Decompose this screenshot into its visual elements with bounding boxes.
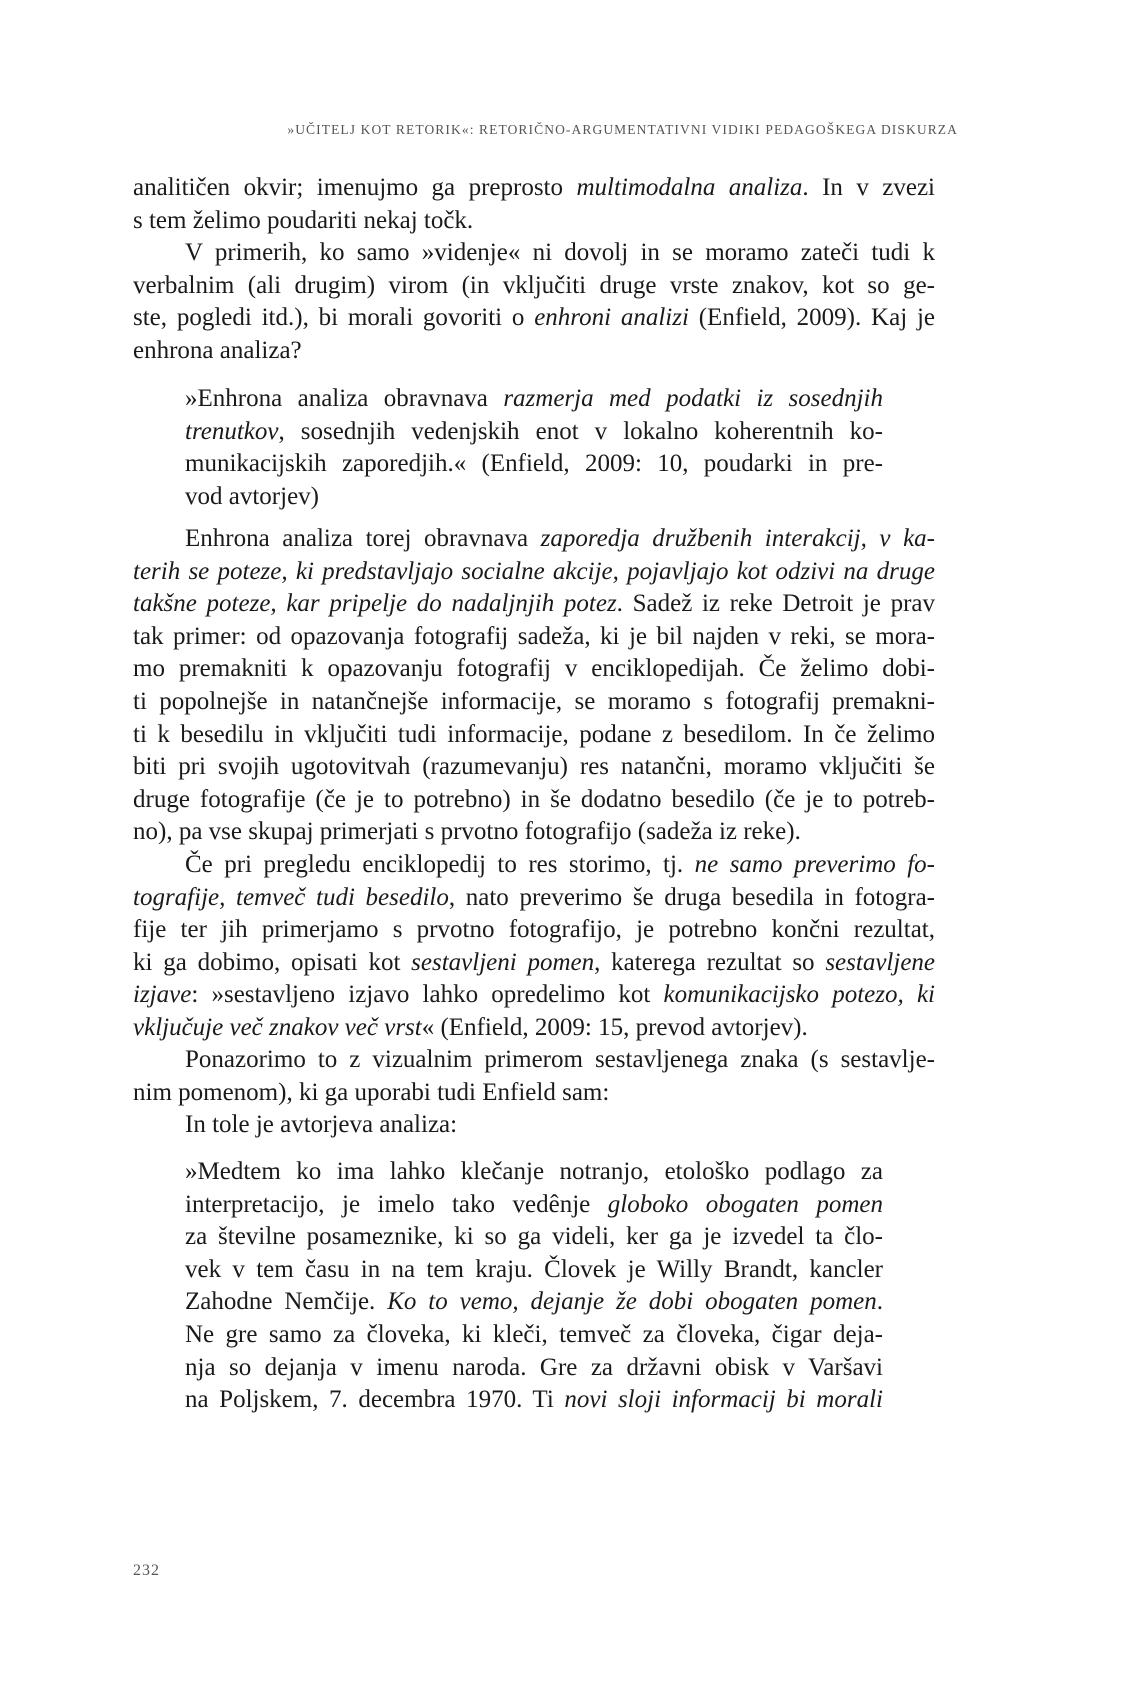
text-segment: ki ga dobimo, opisati kot bbox=[133, 948, 412, 976]
text-line bbox=[133, 1044, 935, 1077]
italic-text: komunikacijsko potezo, ki bbox=[663, 981, 935, 1009]
text-line bbox=[133, 947, 935, 980]
italic-text: sestavljene bbox=[825, 948, 936, 976]
text-line bbox=[185, 1221, 883, 1254]
text-line bbox=[133, 686, 935, 719]
text-line bbox=[133, 1109, 935, 1142]
paragraph bbox=[133, 523, 935, 849]
text-line bbox=[185, 1352, 883, 1385]
italic-text: trenutkov bbox=[185, 417, 279, 445]
text-segment: . Sadež iz reke Detroit je prav bbox=[616, 590, 935, 618]
text-line bbox=[185, 481, 883, 514]
text-line bbox=[133, 172, 935, 205]
text-line bbox=[133, 882, 935, 915]
text-segment: V primerih, ko samo »videnje« ni dovolj in se moramo zateči tudi k bbox=[185, 239, 935, 266]
paragraph bbox=[133, 237, 935, 367]
running-head: »UČITELJ KOT RETORIK«: RETORIČNO-ARGUMENTATIVNI VIDIKI PEDAGOŠKEGA DISKURZA bbox=[287, 122, 958, 137]
text-line bbox=[185, 1319, 883, 1352]
text-segment: na Poljskem, 7. decembra 1970. Ti bbox=[185, 1386, 565, 1414]
text-line bbox=[133, 719, 935, 752]
text-segment: Če pri pregledu enciklopedij to res storimo, tj. bbox=[185, 851, 695, 878]
text-segment: vod avtorjev) bbox=[185, 482, 319, 510]
text-segment: nim pomenom), ki ga uporabi tudi Enfield sam: bbox=[133, 1078, 610, 1106]
page-number: 232 bbox=[133, 1562, 160, 1579]
text-segment: (Enfield, 2009). Kaj je bbox=[688, 304, 935, 332]
text-segment: , nato preverimo še druga besedila in fotogra- bbox=[448, 883, 935, 911]
text-segment: vek v tem času in na tem kraju. Človek je Willy Brandt, kancler bbox=[185, 1255, 883, 1283]
text-segment: nja so dejanja v imenu naroda. Gre za državni obisk v Varšavi bbox=[185, 1353, 883, 1381]
text-line bbox=[133, 523, 935, 556]
text-line bbox=[133, 751, 935, 784]
text-segment: »Medtem ko ima lahko klečanje notranjo, etološko podlago za bbox=[185, 1158, 883, 1185]
text-segment: mo premakniti k opazovanju fotografij v enciklopedijah. Če želimo dobi- bbox=[133, 655, 935, 683]
italic-text: tografije, temveč tudi besedilo bbox=[133, 883, 449, 911]
text-line bbox=[185, 1189, 883, 1222]
paragraph bbox=[133, 849, 935, 1045]
italic-text: ne samo preverimo fo- bbox=[694, 851, 935, 878]
text-segment: verbalnim (ali drugim) virom (in vključiti druge vrste znakov, kot so ge- bbox=[133, 271, 935, 299]
italic-text: takšne poteze, kar pripelje do nadaljnjih potez bbox=[133, 590, 617, 618]
text-segment: ste, pogledi itd.), bi morali govoriti o bbox=[133, 304, 535, 332]
italic-text: terih se poteze, ki predstavljajo socialne akcije, pojavljajo kot odzivi na druge bbox=[133, 557, 935, 585]
text-line bbox=[133, 1077, 935, 1110]
text-line bbox=[185, 416, 883, 449]
italic-text: sestavljeni pomen bbox=[411, 948, 595, 976]
text-line bbox=[133, 556, 935, 589]
text-segment: ti k besedilu in vključiti tudi informacije, podane z besedilom. In če želimo bbox=[133, 720, 935, 748]
text-line bbox=[133, 816, 935, 849]
text-segment: fije ter jih primerjamo s prvotno fotografijo, je potrebno končni rezultat, bbox=[133, 916, 935, 944]
paragraph bbox=[133, 172, 935, 237]
text-line bbox=[185, 383, 883, 416]
text-line bbox=[133, 270, 935, 303]
text-segment: »Enhrona analiza obravnava bbox=[185, 385, 504, 412]
text-segment: Enhrona analiza torej obravnava bbox=[185, 525, 541, 552]
italic-text: globoko obogaten pomen bbox=[607, 1190, 883, 1218]
text-segment: tak primer: od opazovanja fotografij sadeža, ki je bil najden v reki, se mora- bbox=[133, 622, 935, 650]
blockquote bbox=[185, 1156, 883, 1417]
text-segment: . bbox=[876, 1288, 883, 1316]
text-line bbox=[185, 1286, 883, 1319]
text-segment: analitičen okvir; imenujmo ga preprosto bbox=[133, 174, 577, 201]
italic-text: izjave bbox=[133, 981, 192, 1009]
text-segment: Ponazorimo to z vizualnim primerom sestavljenega znaka (s sestavlje- bbox=[185, 1046, 935, 1073]
text-line bbox=[133, 205, 935, 238]
text-line bbox=[133, 237, 935, 270]
text-segment: , sosednjih vedenjskih enot v lokalno koherentnih ko- bbox=[278, 417, 883, 445]
text-line bbox=[185, 1384, 883, 1417]
text-segment: za številne posameznike, ki so ga videli, ker ga je izvedel ta člo- bbox=[185, 1223, 883, 1251]
text-line bbox=[185, 1156, 883, 1189]
text-segment: : »sestavljeno izjavo lahko opredelimo kot bbox=[191, 981, 664, 1009]
text-segment: In tole je avtorjeva analiza: bbox=[185, 1111, 458, 1139]
text-line bbox=[133, 302, 935, 335]
text-segment: « (Enfield, 2009: 15, prevod avtorjev). bbox=[421, 1013, 808, 1041]
text-line bbox=[133, 621, 935, 654]
text-segment: . In v zvezi bbox=[802, 174, 935, 201]
italic-text: vključuje več znakov več vrst bbox=[133, 1013, 422, 1041]
italic-text: enhroni analizi bbox=[534, 304, 689, 332]
text-segment: biti pri svojih ugotovitvah (razumevanju) res natančni, moramo vključiti še bbox=[133, 753, 935, 781]
text-line bbox=[133, 979, 935, 1012]
text-segment: no), pa vse skupaj primerjati s prvotno fotografijo (sadeža iz reke). bbox=[133, 818, 801, 846]
italic-text: zaporedja družbenih interakcij, v ka- bbox=[540, 525, 935, 552]
text-segment: Ne gre samo za človeka, ki kleči, temveč za človeka, čigar deja- bbox=[185, 1320, 883, 1348]
italic-text: novi sloji informacij bi morali bbox=[564, 1386, 883, 1414]
text-line bbox=[133, 784, 935, 817]
text-segment: enhrona analiza? bbox=[133, 336, 302, 364]
paragraph bbox=[133, 1044, 935, 1142]
italic-text: multimodalna analiza bbox=[576, 174, 803, 201]
text-line bbox=[133, 1012, 935, 1045]
text-line bbox=[133, 653, 935, 686]
text-segment: ti popolnejše in natančnejše informacije, se moramo s fotografij premakni- bbox=[133, 687, 935, 715]
text-line bbox=[185, 448, 883, 481]
text-line bbox=[133, 849, 935, 882]
text-segment: druge fotografije (če je to potrebno) in še dodatno besedilo (če je to potreb- bbox=[133, 785, 935, 813]
italic-text: razmerja med podatki iz sosednjih bbox=[503, 385, 883, 412]
text-line bbox=[133, 588, 935, 621]
text-segment: munikacijskih zaporedjih.« (Enfield, 2009: 10, poudarki in pre- bbox=[185, 450, 883, 478]
text-line bbox=[185, 1254, 883, 1287]
blockquote bbox=[185, 383, 883, 513]
text-segment: Zahodne Nemčije. bbox=[185, 1288, 388, 1316]
text-segment: , katerega rezultat so bbox=[594, 948, 826, 976]
text-line bbox=[133, 914, 935, 947]
italic-text: Ko to vemo, dejanje že dobi obogaten pomen bbox=[387, 1288, 877, 1316]
text-segment: s tem želimo poudariti nekaj točk. bbox=[133, 206, 474, 234]
text-line bbox=[133, 335, 935, 368]
text-segment: interpretacijo, je imelo tako vedênje bbox=[185, 1190, 608, 1218]
